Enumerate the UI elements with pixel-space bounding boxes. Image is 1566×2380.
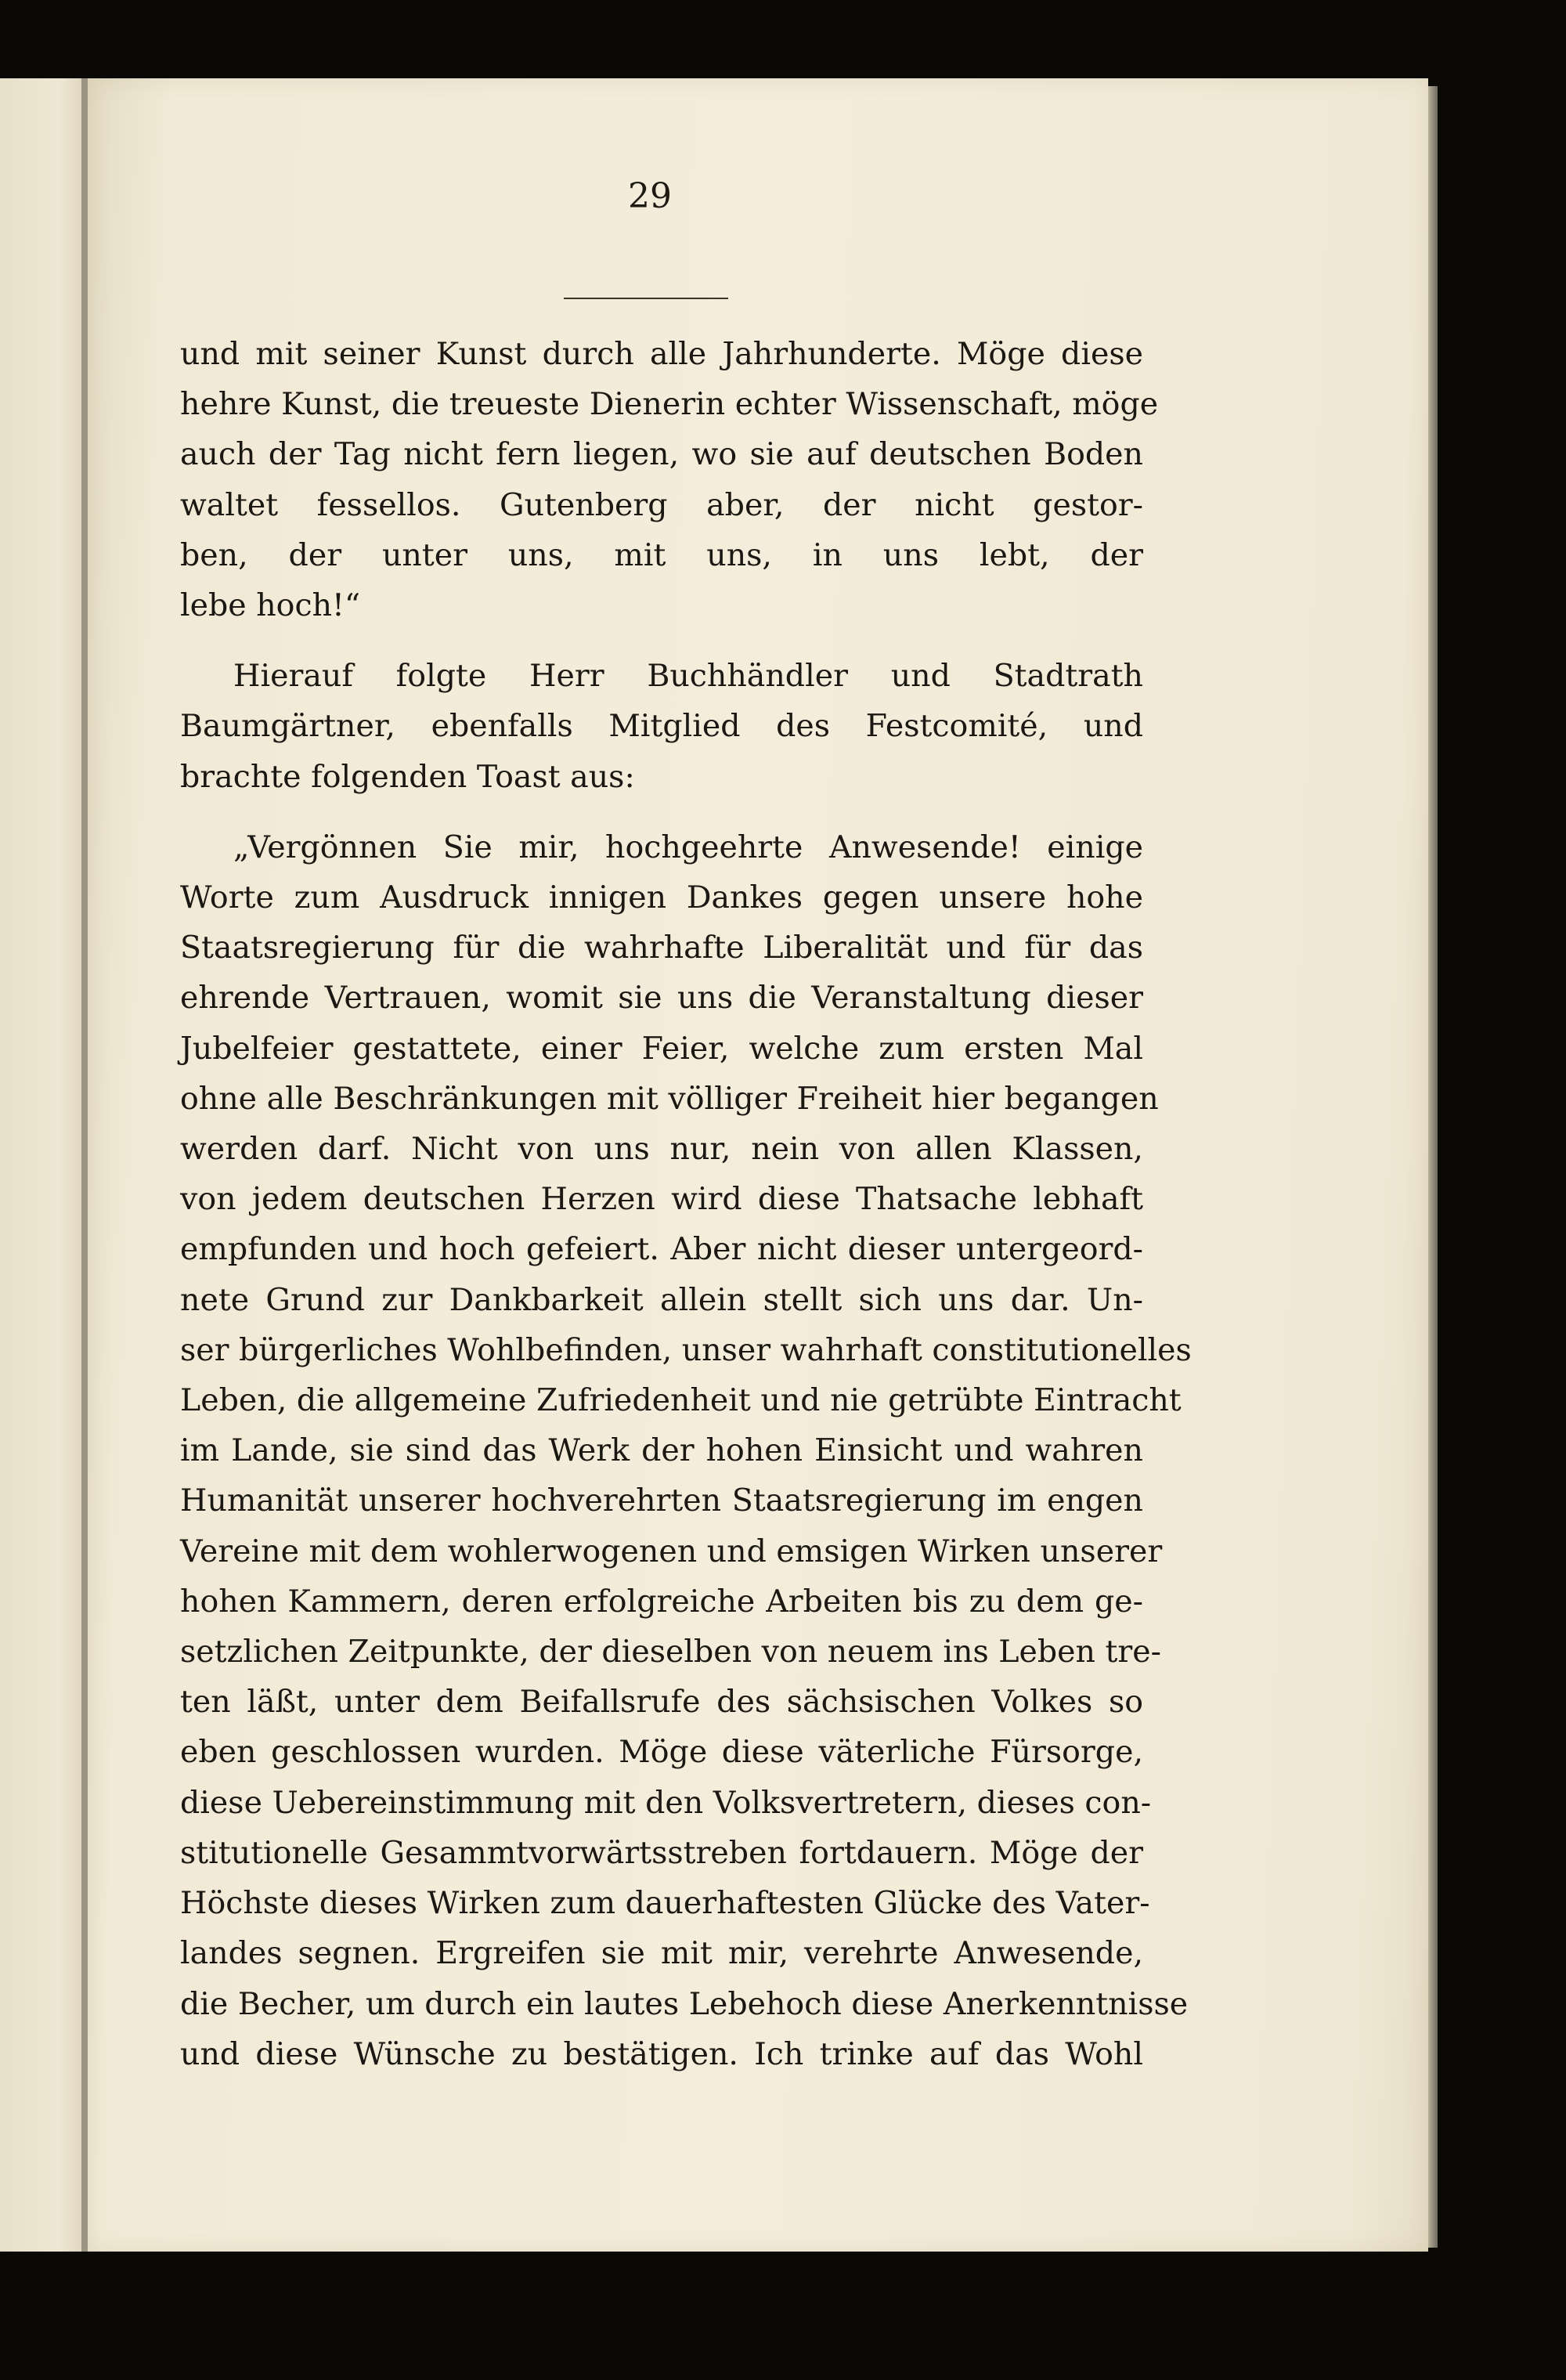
text-line: ben, der unter uns, mit uns, in uns lebt, der xyxy=(180,536,1143,573)
text-line: diese Uebereinstimmung mit den Volksvertretern, dieses con- xyxy=(180,1784,1152,1821)
text-line: und mit seiner Kunst durch alle Jahrhunderte. Möge diese xyxy=(180,336,1143,372)
text-line: Leben, die allgemeine Zufriedenheit und nie getrübte Eintracht xyxy=(180,1382,1182,1419)
text-line: ten läßt, unter dem Beifallsrufe des sächsischen Volkes so xyxy=(180,1684,1143,1721)
text-line: landes segnen. Ergreifen sie mit mir, verehrte Anwesende, xyxy=(180,1935,1143,1972)
text-line: werden darf. Nicht von uns nur, nein von allen Klassen, xyxy=(180,1131,1143,1168)
header-rule xyxy=(564,298,728,299)
page-edge-shadow xyxy=(1428,86,1438,2248)
left-page-sliver xyxy=(0,78,85,2252)
text-line: ehrende Vertrauen, womit sie uns die Veranstaltung dieser xyxy=(180,980,1143,1017)
text-line: empfunden und hoch gefeiert. Aber nicht dieser untergeord- xyxy=(180,1231,1143,1268)
text-line: setzlichen Zeitpunkte, der dieselben von neuem ins Leben tre- xyxy=(180,1634,1162,1670)
text-line: ohne alle Beschränkungen mit völliger Freiheit hier begangen xyxy=(180,1080,1159,1117)
text-line: hehre Kunst, die treueste Dienerin echter Wissenschaft, möge xyxy=(180,386,1159,423)
text-line: stitutionelle Gesammtvorwärtsstreben fortdauern. Möge der xyxy=(180,1834,1143,1871)
text-line: Jubelfeier gestattete, einer Feier, welche zum ersten Mal xyxy=(180,1030,1143,1067)
text-line: „Vergönnen Sie mir, hochgeehrte Anwesende! einige xyxy=(233,829,1143,865)
text-line: und diese Wünsche zu bestätigen. Ich trinke auf das Wohl xyxy=(180,2035,1143,2072)
text-line: waltet fessellos. Gutenberg aber, der nicht gestor- xyxy=(180,486,1143,523)
text-line: von jedem deutschen Herzen wird diese Thatsache lebhaft xyxy=(180,1181,1143,1218)
book-gutter xyxy=(81,78,88,2252)
text-line: brachte folgenden Toast aus: xyxy=(180,758,635,795)
text-line: Höchste dieses Wirken zum dauerhaftesten Glücke des Vater- xyxy=(180,1885,1150,1922)
text-line: eben geschlossen wurden. Möge diese väterliche Fürsorge, xyxy=(180,1734,1143,1771)
text-line: im Lande, sie sind das Werk der hohen Einsicht und wahren xyxy=(180,1432,1143,1469)
text-line: Worte zum Ausdruck innigen Dankes gegen unsere hohe xyxy=(180,879,1143,916)
text-line: nete Grund zur Dankbarkeit allein stellt sich uns dar. Un- xyxy=(180,1281,1143,1318)
page-number: 29 xyxy=(628,176,672,216)
text-line: die Becher, um durch ein lautes Lebehoch diese Anerkenntnisse xyxy=(180,1985,1189,2022)
text-line: auch der Tag nicht fern liegen, wo sie auf deutschen Boden xyxy=(180,436,1143,473)
text-line: Vereine mit dem wohlerwogenen und emsigen Wirken unserer xyxy=(180,1533,1163,1569)
paragraph xyxy=(180,822,1192,2079)
text-line: Humanität unserer hochverehrten Staatsregierung im engen xyxy=(180,1483,1143,1519)
text-line: hohen Kammern, deren erfolgreiche Arbeiten bis zu dem ge- xyxy=(180,1583,1143,1620)
body-text xyxy=(180,329,1192,2079)
text-line: Baumgärtner, ebenfalls Mitglied des Festcomité, und xyxy=(180,708,1143,745)
paragraph xyxy=(180,329,1159,630)
text-line: ser bürgerliches Wohlbefinden, unser wahrhaft constitutionelles xyxy=(180,1331,1192,1368)
text-line: Staatsregierung für die wahrhafte Liberalität und für das xyxy=(180,930,1143,966)
text-line: lebe hoch!“ xyxy=(180,587,361,624)
text-line: Hierauf folgte Herr Buchhändler und Stadtrath xyxy=(233,658,1143,695)
paragraph xyxy=(180,651,1143,802)
